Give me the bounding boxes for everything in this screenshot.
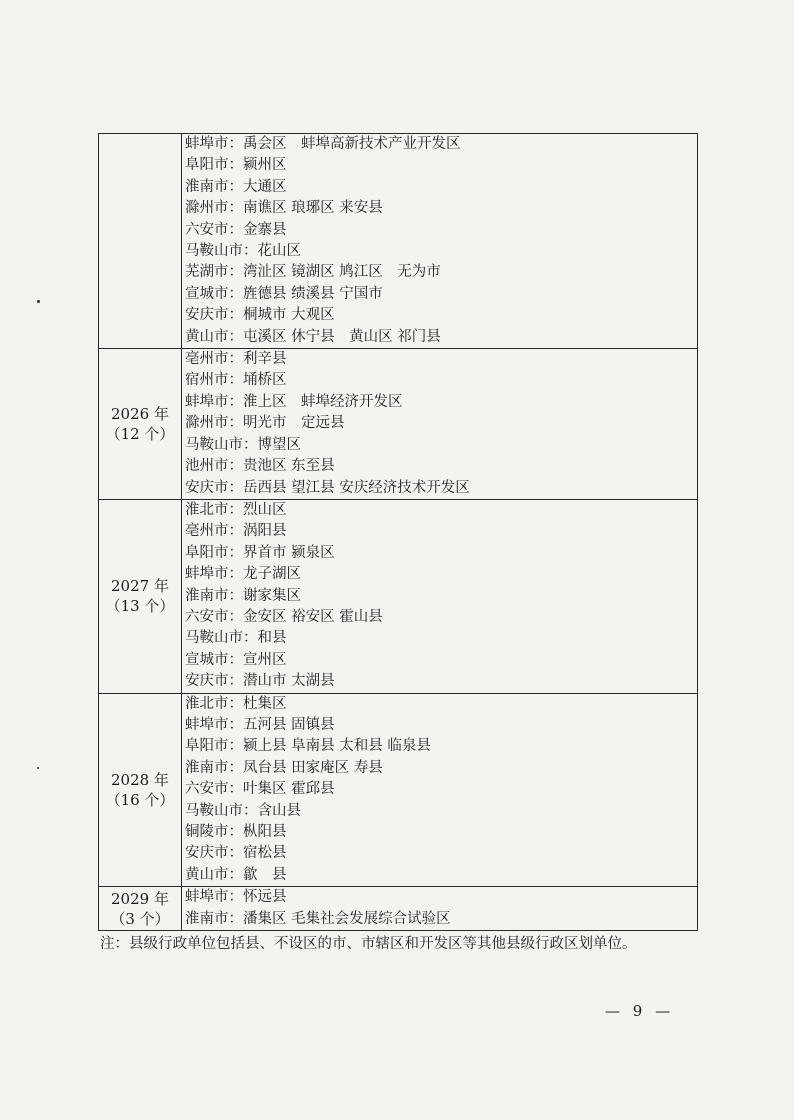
schedule-row: [99, 499, 698, 693]
city-district-line: 池州市：贵池区 东至县: [185, 458, 335, 475]
city-district-line: 六安市：金安区 裕安区 霍山县: [185, 608, 383, 625]
page-number: — 9 —: [605, 1002, 675, 1020]
city-district-cell: [182, 349, 698, 500]
city-district-line: 淮北市：烈山区: [185, 501, 287, 518]
city-district-cell: [182, 693, 698, 887]
city-district-line: 亳州市：涡阳县: [185, 523, 287, 540]
city-district-line: 淮南市：谢家集区: [185, 587, 301, 604]
schedule-table-body: [99, 134, 698, 931]
year-cell: [99, 887, 182, 931]
city-district-line: 淮北市：杜集区: [185, 695, 287, 712]
unit-count: （3 个）: [110, 909, 170, 928]
year-label: 2026 年: [111, 404, 169, 423]
city-district-line: 马鞍山市：花山区: [185, 243, 301, 260]
city-district-line: 阜阳市：界首市 颍泉区: [185, 544, 335, 561]
schedule-row: [99, 887, 698, 931]
city-district-line: 蚌埠市：禹会区 蚌埠高新技术产业开发区: [185, 136, 461, 152]
unit-count: （16 个）: [105, 790, 175, 809]
scan-speck: [37, 300, 40, 303]
city-district-line: 阜阳市：颍州区: [185, 157, 287, 174]
city-district-line: 安庆市：岳西县 望江县 安庆经济技术开发区: [185, 479, 470, 496]
city-district-line: 宣城市：旌德县 绩溪县 宁国市: [185, 285, 383, 302]
city-district-line: 亳州市：利辛县: [185, 351, 287, 368]
city-district-line: 蚌埠市：怀远县: [185, 889, 287, 906]
year-cell: [99, 693, 182, 887]
footnote: 注：县级行政单位包括县、不设区的市、市辖区和开发区等其他县级行政区划单位。: [100, 936, 637, 952]
city-district-line: 六安市：金寨县: [185, 221, 287, 238]
year-label: 2029 年: [111, 889, 169, 908]
city-district-line: 安庆市：潜山市 太湖县: [185, 673, 335, 690]
city-district-line: 马鞍山市：含山县: [185, 802, 301, 819]
city-district-line: 蚌埠市：五河县 固镇县: [185, 716, 335, 733]
city-district-line: 安庆市：宿松县: [185, 845, 287, 862]
city-district-line: 宿州市：埇桥区: [185, 372, 287, 389]
city-district-line: 淮南市：潘集区 毛集社会发展综合试验区: [185, 910, 451, 927]
scan-speck: [37, 767, 39, 769]
city-district-line: 淮南市：大通区: [185, 178, 287, 195]
year-cell: [99, 499, 182, 693]
schedule-row: [99, 693, 698, 887]
schedule-row: [99, 349, 698, 500]
city-district-line: 马鞍山市：博望区: [185, 436, 301, 453]
city-district-line: 马鞍山市：和县: [185, 630, 287, 647]
year-cell: [99, 349, 182, 500]
city-district-line: 滁州市：明光市 定远县: [185, 415, 345, 432]
city-district-line: 蚌埠市：龙子湖区: [185, 566, 301, 583]
city-district-line: 六安市：叶集区 霍邱县: [185, 781, 335, 798]
city-district-line: 安庆市：桐城市 大观区: [185, 307, 335, 324]
schedule-table: [98, 133, 698, 931]
city-district-line: 芜湖市：湾沚区 镜湖区 鸠江区 无为市: [185, 264, 441, 281]
city-district-line: 黄山市：屯溪区 休宁县 黄山区 祁门县: [185, 328, 441, 345]
city-district-line: 宣城市：宣州区: [185, 651, 287, 668]
city-district-line: 阜阳市：颍上县 阜南县 太和县 临泉县: [185, 738, 431, 755]
city-district-line: 滁州市：南谯区 琅琊区 来安县: [185, 200, 383, 217]
unit-count: （12 个）: [105, 424, 175, 443]
schedule-row: [99, 134, 698, 349]
year-label: 2027 年: [111, 577, 169, 596]
year-label: 2028 年: [111, 770, 169, 789]
year-cell: [99, 134, 182, 349]
city-district-line: 黄山市：歙 县: [185, 866, 287, 883]
city-district-line: 蚌埠市：淮上区 蚌埠经济开发区: [185, 393, 403, 410]
city-district-cell: [182, 887, 698, 931]
city-district-line: 淮南市：凤台县 田家庵区 寿县: [185, 759, 383, 776]
city-district-cell: [182, 499, 698, 693]
city-district-cell: [182, 134, 698, 349]
city-district-line: 铜陵市：枞阳县: [185, 824, 287, 840]
unit-count: （13 个）: [105, 597, 175, 616]
